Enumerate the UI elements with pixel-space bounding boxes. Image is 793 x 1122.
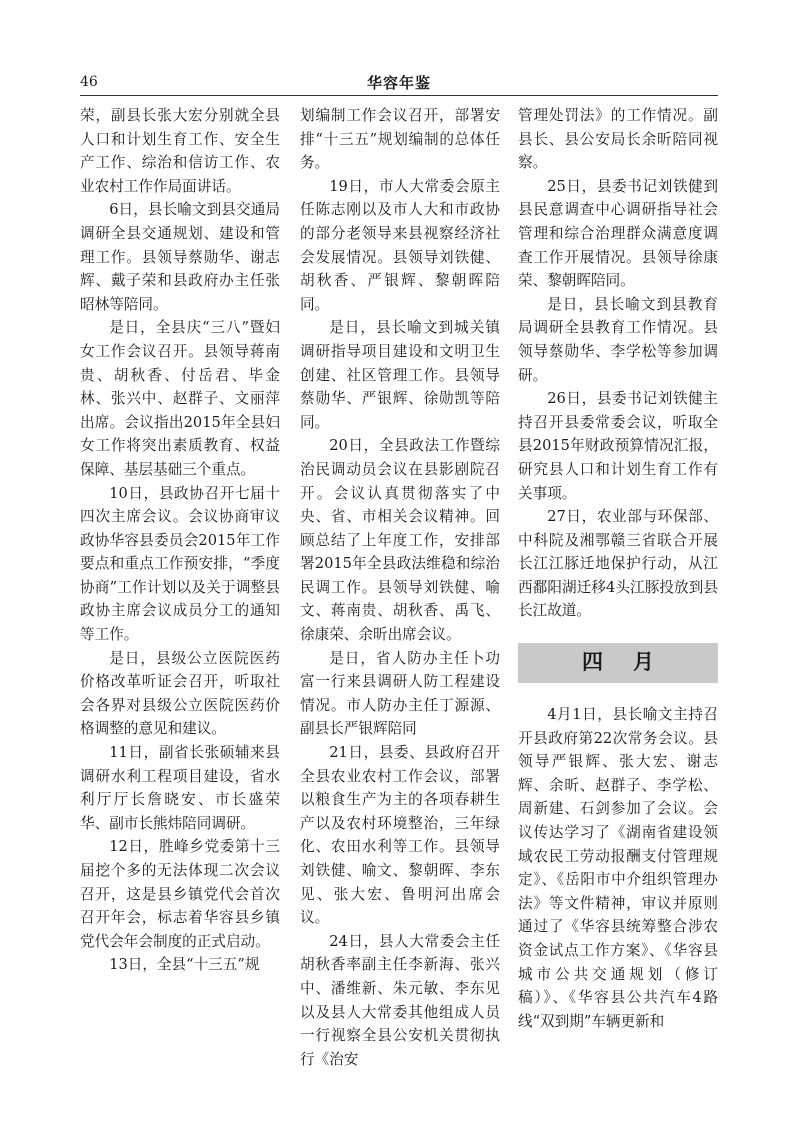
paragraph: 27日，农业部与环保部、中科院及湘鄂赣三省联合开展长江江豚迁地保护行动，从江西鄱阳湖迁移4头江豚投放到县长江故道。 [518,508,718,620]
book-title: 华容年鉴 [366,74,431,92]
paragraph: 4月1日，县长喻文主持召开县政府第22次常务会议。县领导严银辉、张大宏、谢志辉、余昕、赵群子、李学松、周新建、石剑参加了会议。会议传达学习了《湖南省建设领域农民工劳动报酬支付管理规定》、《岳阳市中介组织管理办法》等文件精神，审议并原则通过了《华容县统筹整合涉农资金试点工作方案》、《华容县城市公共交通规划（修订稿）》、《华容县公共汽车4路线“双到期”车辆更新和 [518,706,718,1030]
paragraph: 20日，全县政法工作暨综治民调动员会议在县影剧院召开。会议认真贯彻落实了中央、省、市相关会议精神。回顾总结了上年度工作，安排部署2015年全县政法维稳和综治民调工作。县领导刘铁健、喻文、蒋南贵、胡秋香、禹飞、徐康荣、余昕出席会议。 [300,437,500,644]
text-column-1 [80,104,280,977]
paragraph: 24日，县人大常委会主任胡秋香率副主任李新海、张兴中、潘维新、朱元敏、李东见以及县人大常委其他组成人员一行视察全县公安机关贯彻执行《治安 [300,932,500,1068]
paragraph: 是日，县长喻文到县教育局调研全县教育工作情况。县领导蔡勋华、李学松等参加调研。 [518,295,718,384]
running-header [80,72,718,94]
paragraph: 21日，县委、县政府召开全县农业农村工作会议，部署以粮食生产为主的各项春耕生产以及农村环境整治，三年绿化、农田水利等工作。县领导刘铁健、喻文、黎朝晖、李东见、张大宏、鲁明河出席会议。 [300,744,500,927]
paragraph: 19日，市人大常委会原主任陈志刚以及市人大和市政协的部分老领导来县视察经济社会发展情况。县领导刘铁健、胡秋香、严银辉、黎朝晖陪同。 [300,177,500,313]
paragraph: 10日，县政协召开七届十四次主席会议。会议协商审议政协华容县委员会2015年工作要点和重点工作预安排，“季度协商”工作计划以及关于调整县政协主席会议成员分工的通知等工作。 [80,484,280,644]
paragraph: 是日，县长喻文到城关镇调研指导项目建设和文明卫生创建、社区管理工作。县领导蔡勋华、严银辉、徐勋凯等陪同。 [300,319,500,431]
paragraph: 是日，省人防办主任卜功富一行来县调研人防工程建设情况。市人防办主任丁源源、副县长严银辉陪同 [300,649,500,738]
paragraph: 划编制工作会议召开，部署安排“十三五”规划编制的总体任务。 [300,107,500,172]
paragraph: 荣，副县长张大宏分别就全县人口和计划生育工作、安全生产工作、综治和信访工作、农业农村工作作局面讲话。 [80,107,280,195]
paragraph: 26日，县委书记刘铁健主持召开县委常委会议，听取全县2015年财政预算情况汇报，研究县人口和计划生育工作有关事项。 [518,390,718,502]
text-column-3 [518,104,718,1033]
text-column-2 [300,104,500,1071]
page-number: 46 [80,74,98,90]
month-heading: 四月 [518,643,718,683]
paragraph: 13日，全县“十三五”规 [109,956,260,974]
paragraph: 6日，县长喻文到县交通局调研全县交通规划、建设和管理工作。县领导蔡勋华、谢志辉、戴子荣和县政府办主任张昭林等陪同。 [80,201,280,313]
paragraph: 25日，县委书记刘铁健到县民意调查中心调研指导社会管理和综合治理群众满意度调查工作开展情况。县领导徐康荣、黎朝晖陪同。 [518,177,718,290]
header-rule [80,95,718,96]
paragraph: 是日，全县庆“三八”暨妇女工作会议召开。县领导蒋南贵、胡秋香、付岳君、毕金林、张兴中、赵群子、文丽萍出席。会议指出2015年全县妇女工作将突出素质教育、权益保障、基层基础三个重点。 [80,319,280,478]
paragraph: 是日，县级公立医院医药价格改革听证会召开，听取社会各界对县级公立医院医药价格调整的意见和建议。 [80,649,280,738]
paragraph: 11日，副省长张硕辅来县调研水利工程项目建设，省水利厅厅长詹晓安、市长盛荣华、副市长熊炜陪同调研。 [80,744,280,832]
paragraph: 12日，胜峰乡党委第十三届挖个多的无法体现二次会议召开，这是县乡镇党代会首次召开年会，标志着华容县乡镇党代会年会制度的正式启动。 [80,838,280,950]
paragraph: 管理处罚法》的工作情况。副县长、县公安局长余昕陪同视察。 [518,107,718,172]
